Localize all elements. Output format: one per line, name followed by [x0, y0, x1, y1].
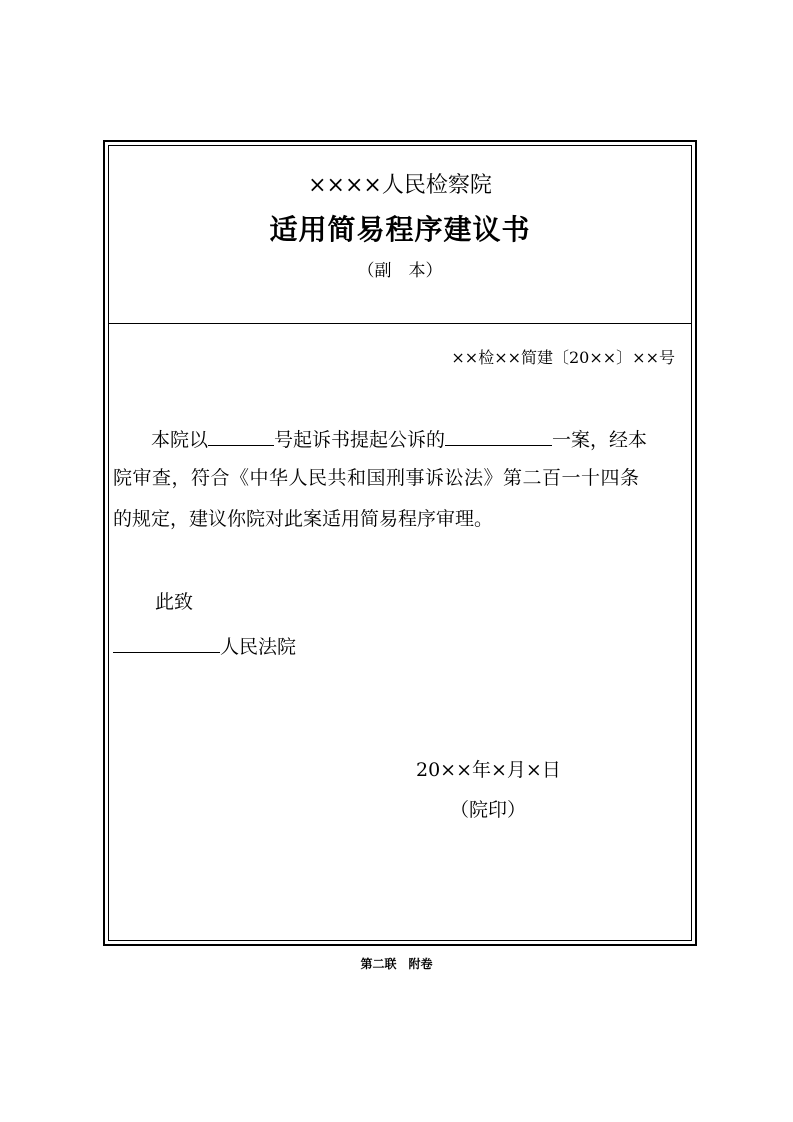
seal-label: （院印） — [450, 799, 527, 821]
footer-copy-note: 第二联 附卷 — [360, 957, 433, 971]
body-text-suffix: 一案，经本 — [552, 429, 648, 451]
document-number: ××检××简建〔20××〕××号 — [451, 348, 675, 367]
header-divider — [108, 323, 692, 324]
greeting: 此致 — [155, 591, 194, 613]
court-suffix: 人民法院 — [220, 636, 297, 658]
body-line-2: 院审查，符合《中华人民共和国刑事诉讼法》第二百一十四条 — [113, 467, 640, 489]
body-line-3: 的规定，建议你院对此案适用简易程序审理。 — [113, 508, 494, 530]
document-title: 适用简易程序建议书 — [269, 213, 531, 246]
body-line-1 — [113, 423, 687, 454]
body-text-middle: 号起诉书提起公诉的 — [274, 429, 446, 451]
body-text-prefix: 本院以 — [151, 429, 209, 451]
issue-date: 20××年×月×日 — [416, 759, 561, 781]
copy-label: （副 本） — [357, 261, 443, 281]
case-name-blank — [445, 423, 552, 446]
addressee-court — [113, 630, 296, 661]
indictment-number-blank — [208, 423, 274, 446]
court-name-blank — [113, 630, 220, 653]
procuratorate-name: ××××人民检察院 — [308, 173, 492, 198]
